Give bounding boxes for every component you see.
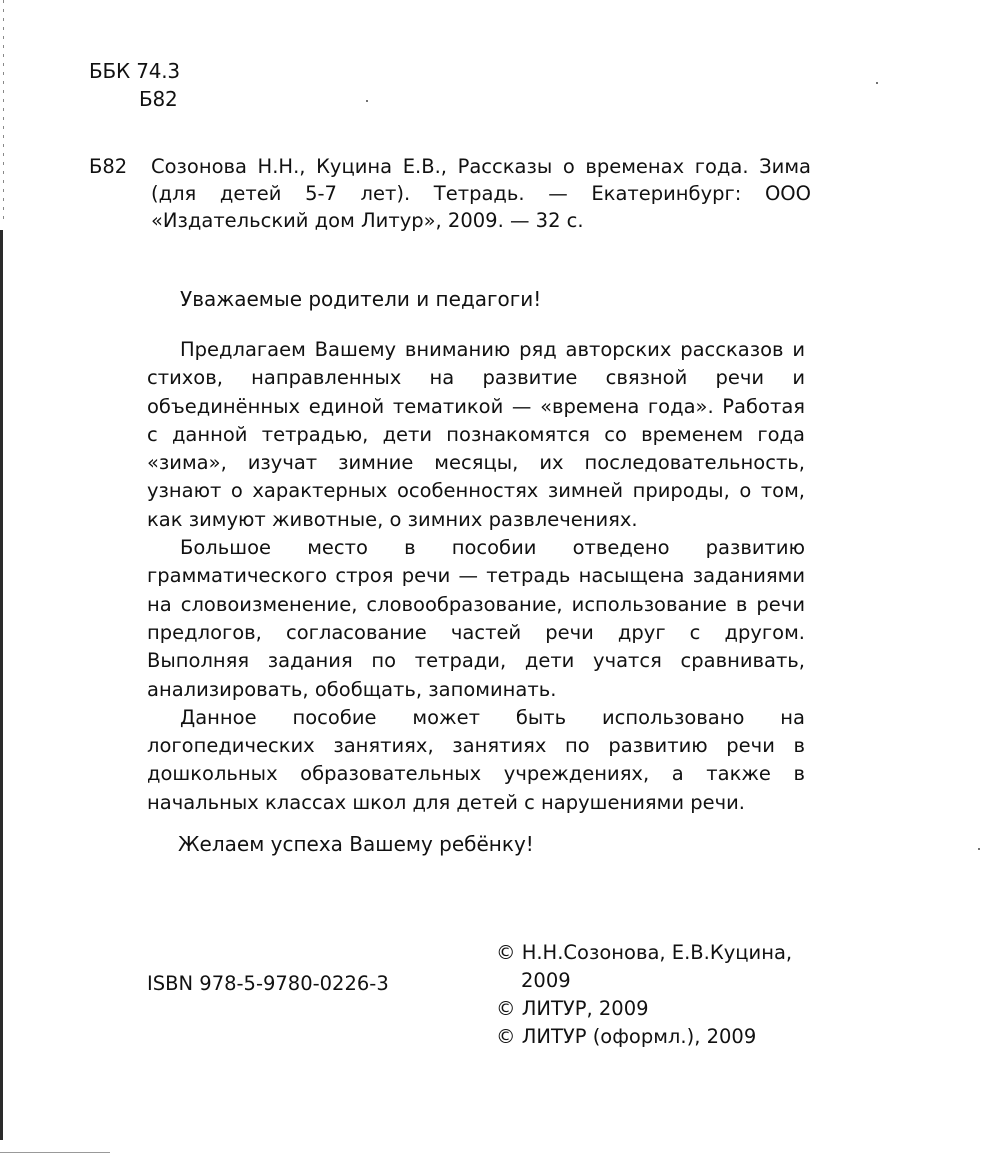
scan-speck <box>366 100 368 102</box>
scan-speck <box>876 82 878 84</box>
copyright-block <box>496 939 792 1051</box>
paragraph: Данное пособие может быть использовано на логопедических занятиях, занятиях по развитию речи в дошкольных образовательных учреждениях, а также в начальных классах школ для детей с нарушениями речи. <box>147 705 805 814</box>
author-mark: Б82 <box>139 87 178 111</box>
copyright-authors-year: 2009 <box>521 969 571 992</box>
scan-speck <box>978 848 980 850</box>
isbn: ISBN 978-5-9780-0226-3 <box>147 972 389 995</box>
paragraph: Предлагаем Вашему вниманию ряд авторских рассказов и стихов, направленных на развитие связной речи и объединённых единой тематикой — «времена года». Работая с данной тетрадью, дети познакомятся со временем года «зима», изучат зимние месяцы, их последовательность, узнают о характерных особенностях зимней природы, о том, как зимуют животные, о зимних развлечениях. <box>147 338 805 531</box>
scan-edge-left <box>0 230 3 1140</box>
scan-bottom-line <box>0 1152 110 1153</box>
catalog-description: Созонова Н.Н., Куцина Е.В., Рассказы о временах года. Зима (для детей 5-7 лет). Тетрадь. — Екатеринбург: ООО «Издательский дом Литур», 2009. — 32 с. <box>151 155 811 232</box>
bbk-classification <box>89 57 180 113</box>
closing-wish: Желаем успеха Вашему ребёнку! <box>178 832 534 856</box>
bbk-code: ББК 74.3 <box>89 59 180 83</box>
catalog-entry <box>89 153 809 234</box>
scan-edge-top-marks <box>3 0 4 220</box>
copyright-design: © ЛИТУР (оформл.), 2009 <box>496 1025 757 1048</box>
copyright-authors: © Н.Н.Созонова, Е.В.Куцина, <box>496 941 793 964</box>
greeting-heading: Уважаемые родители и педагоги! <box>180 287 542 311</box>
copyright-publisher: © ЛИТУР, 2009 <box>496 997 649 1020</box>
paragraph: Большое место в пособии отведено развитию грамматического строя речи — тетрадь насыщена заданиями на словоизменение, словообразование, использование в речи предлогов, согласование частей речи друг с другом. Выполняя задания по тетради, дети учатся сравнивать, анализировать, обобщать, запоминать. <box>147 536 805 701</box>
catalog-index: Б82 <box>89 155 128 178</box>
preface-text <box>147 336 805 817</box>
